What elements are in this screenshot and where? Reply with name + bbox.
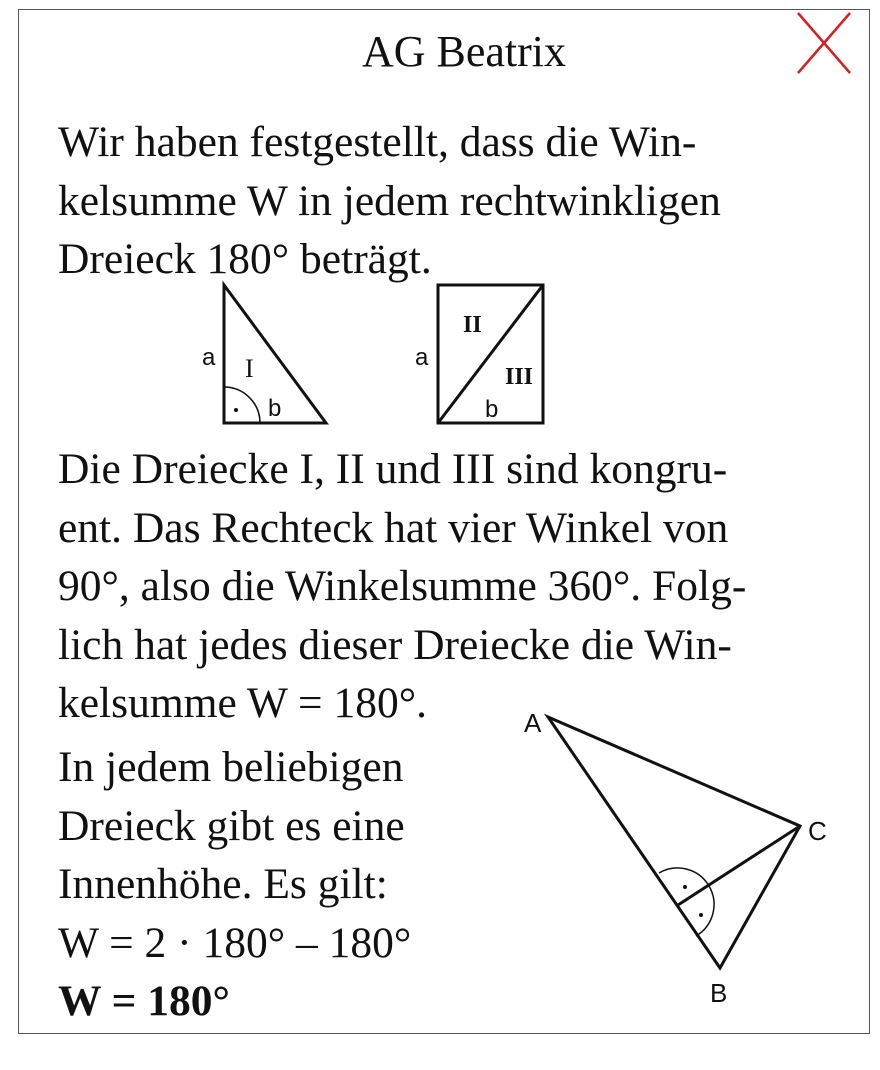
text-line: Dreieck gibt es eine — [58, 801, 405, 850]
right-triangle-figure — [190, 280, 340, 430]
result-line: W = 180° — [58, 977, 230, 1025]
text-line: lich hat jedes dieser Dreiecke die Win- — [58, 620, 732, 669]
paragraph-intro — [58, 113, 721, 289]
right-angle-arc — [224, 387, 260, 423]
region-label-ii: II — [463, 312, 482, 338]
side-label-a: a — [202, 344, 216, 371]
text-line: kelsumme W = 180°. — [58, 679, 427, 727]
close-icon[interactable] — [788, 5, 860, 81]
altitude-line — [678, 826, 800, 905]
side-label-b: b — [268, 395, 282, 422]
side-label-b: b — [485, 396, 499, 423]
text-line: Dreieck 180° beträgt. — [58, 235, 432, 283]
triangle-shape — [548, 717, 800, 968]
paragraph-proof — [58, 440, 746, 733]
region-label-iii: III — [505, 364, 534, 390]
right-angle-arc — [659, 868, 714, 936]
text-line: Wir haben festgestellt, dass die Win- — [58, 118, 697, 166]
text-line: W = 2 · 180° – 180° — [58, 918, 412, 967]
text-line: Innenhöhe. Es gilt: — [58, 860, 388, 908]
text-line: ent. Das Rechteck hat vier Winkel von — [58, 503, 729, 552]
right-angle-dot — [683, 885, 687, 889]
rectangle-figure — [405, 280, 555, 430]
right-angle-dot — [234, 408, 238, 412]
right-angle-dot — [699, 913, 703, 917]
text-line: In jedem beliebigen — [58, 743, 404, 791]
text-line: kelsumme W in jedem rechtwinkligen — [58, 176, 721, 225]
vertex-label-b: B — [710, 978, 728, 1008]
text-line: 90°, also die Winkelsumme 360°. Folg- — [58, 562, 747, 610]
region-label-i: I — [245, 354, 254, 383]
vertex-label-a: A — [524, 708, 542, 738]
text-line: Die Dreiecke I, II und III sind kongru- — [58, 445, 728, 493]
general-triangle-figure — [510, 700, 850, 1010]
paragraph-general — [58, 738, 411, 1031]
side-label-a: a — [415, 344, 429, 371]
card-title: AG Beatrix — [361, 27, 567, 76]
vertex-label-c: C — [808, 816, 827, 846]
